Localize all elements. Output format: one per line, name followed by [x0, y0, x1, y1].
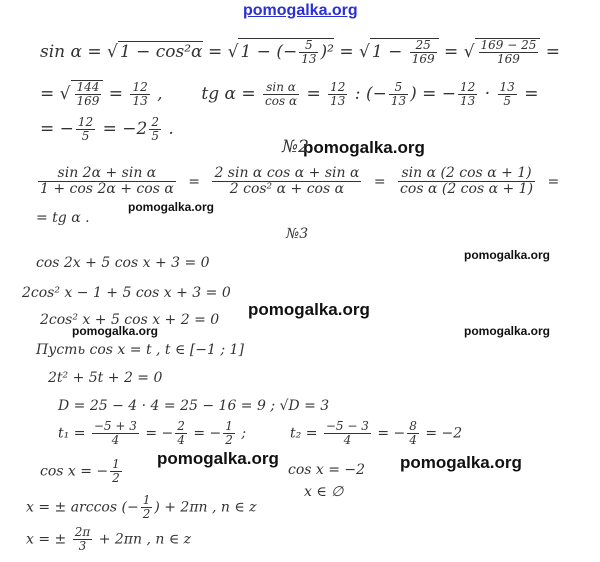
task3-cos2-solution: x ∈ ∅ — [304, 484, 344, 500]
watermark-label: pomogalka.org — [303, 138, 425, 157]
formula-text: = −2 — [420, 425, 463, 442]
fraction-numerator: 12 — [460, 80, 476, 94]
task3-x2 — [26, 526, 191, 553]
formula-text: 1 − — [371, 42, 408, 63]
watermark-label: pomogalka.org — [72, 324, 159, 338]
watermark-top-link[interactable]: pomogalka.org — [243, 2, 358, 19]
fraction-denominator: 2 — [112, 471, 120, 486]
fraction-denominator: 5 — [503, 94, 511, 109]
formula-text: = − — [188, 425, 222, 442]
fraction-denominator: cos α — [265, 94, 298, 109]
task3-line: D = 25 − 4 · 4 = 25 − 16 = 9 ; √D = 3 — [58, 398, 330, 414]
task3-t1 — [58, 420, 246, 447]
formula-text: = — [547, 173, 560, 190]
task3-cos2: cos x = −2 — [288, 462, 366, 478]
task1-line2: = √ $\frac{144}{169}$ = $\frac{12}{13}$ , tg α = $\frac{\text{sin α}}{\text{cos α}}$ = $\frac{12}{13}$ : (− $\frac{5}{13}$ ) = − $\frac{12}{13}$ · $\frac{13}{5}$ = — [40, 80, 539, 109]
formula-text: . — [162, 119, 174, 140]
fraction-numerator: −5 − 3 — [325, 419, 369, 433]
fraction-denominator: 5 — [151, 129, 159, 144]
formula-text: t₂ = — [290, 425, 322, 442]
formula-text: , — [151, 84, 163, 105]
formula-text: = −2 — [97, 119, 148, 140]
fraction-denominator: 13 — [330, 94, 346, 109]
fraction-numerator: 2 — [151, 115, 159, 129]
formula-text: = — [188, 173, 200, 190]
formula-text: = − — [372, 425, 406, 442]
fraction-denominator: 4 — [111, 433, 120, 448]
formula-text: tg α = — [201, 84, 262, 105]
fraction-denominator: 4 — [177, 433, 185, 448]
watermark-label: pomogalka.org — [128, 200, 215, 214]
watermark-label: pomogalka.org — [400, 453, 522, 472]
fraction-numerator: sin 2α + sin α — [38, 166, 176, 182]
fraction-numerator: 12 — [132, 80, 148, 94]
fraction-numerator: 8 — [409, 419, 417, 433]
task3-line: cos 2x + 5 cos x + 3 = 0 — [36, 255, 210, 271]
fraction-denominator: 4 — [343, 433, 352, 448]
formula-text: = — [40, 84, 60, 105]
fraction-numerator: −5 + 3 — [93, 419, 137, 433]
task2-line1 — [36, 166, 559, 198]
formula-text: t₁ = — [58, 425, 90, 442]
task3-label: №3 — [286, 226, 309, 242]
fraction-numerator: 2 — [177, 419, 185, 433]
task3-line: 2cos² x + 5 cos x + 2 = 0 — [40, 312, 220, 328]
watermark-label: pomogalka.org — [248, 300, 370, 319]
fraction-numerator: 2 sin α cos α + sin α — [214, 165, 360, 181]
formula-text: 1 − cos²α — [119, 42, 203, 63]
watermark-label: pomogalka.org — [464, 324, 551, 338]
formula-text: = — [518, 84, 539, 105]
formula-text: = — [373, 173, 386, 190]
watermark-label: pomogalka.org — [157, 449, 279, 468]
fraction-denominator: 13 — [390, 94, 407, 109]
task2-label: №2 — [282, 137, 309, 157]
formula-text: x = ± — [26, 531, 71, 548]
task3-cos1 — [40, 458, 124, 485]
formula-text: = — [540, 42, 561, 63]
fraction-numerator: 1 — [225, 419, 233, 433]
fraction-numerator: 169 − 25 — [480, 38, 537, 52]
fraction-numerator: 5 — [389, 81, 408, 95]
formula-text: ) = − — [410, 84, 457, 105]
task3-line: 2t² + 5t + 2 = 0 — [48, 370, 163, 386]
task1-line1: sin α = √ 1 − cos²α = √ 1 − (− $\frac{5}{13}$ )² = √ 1 − $\frac{25}{169}$ = √ $\frac{169 - 25}{169}$ = — [40, 38, 561, 67]
task3-x1 — [26, 494, 257, 521]
formula-text: = — [438, 42, 464, 63]
formula-text: 1 − (− — [240, 42, 298, 63]
formula-text: )² — [320, 42, 334, 63]
fraction-denominator: 169 — [411, 52, 435, 67]
fraction-numerator: 12 — [77, 115, 94, 129]
fraction-denominator: 13 — [132, 94, 148, 109]
formula-text: = − — [140, 425, 174, 442]
fraction-numerator: 2π — [74, 525, 91, 539]
fraction-denominator: 3 — [78, 539, 87, 554]
fraction-numerator: 5 — [299, 39, 318, 53]
fraction-numerator: 13 — [499, 80, 515, 94]
task3-line: 2cos² x − 1 + 5 cos x + 3 = 0 — [22, 285, 231, 301]
formula-text: : (− — [349, 84, 387, 105]
fraction-numerator: sin α — [263, 81, 299, 95]
fraction-denominator: 13 — [301, 52, 317, 67]
fraction-numerator: 25 — [410, 39, 437, 53]
formula-text: sin α = — [40, 42, 108, 63]
formula-text: ) + 2πn , n ∈ z — [154, 499, 257, 516]
task3-line: Пусть cos x = t , t ∈ [−1 ; 1] — [36, 342, 244, 358]
watermark-label: pomogalka.org — [464, 248, 551, 262]
formula-text: + 2πn , n ∈ z — [94, 531, 192, 548]
task1-line3 — [40, 116, 174, 143]
fraction-denominator: 4 — [409, 433, 417, 448]
formula-text: cos x = − — [40, 463, 109, 480]
fraction-denominator: 5 — [81, 129, 90, 144]
task2-result: = tg α . — [36, 210, 90, 226]
fraction-denominator: 2 — [142, 507, 151, 522]
fraction-denominator: 169 — [76, 94, 100, 109]
formula-text: = — [333, 42, 359, 63]
formula-text: · — [479, 84, 496, 105]
fraction-denominator: cos α (2 cos α + 1) — [400, 181, 534, 198]
formula-text: x = ± arccos (− — [26, 499, 139, 516]
formula-text: = — [103, 84, 129, 105]
fraction-denominator: 2 — [225, 433, 233, 448]
formula-text: = — [202, 42, 228, 63]
fraction-numerator: sin α (2 cos α + 1) — [398, 166, 535, 182]
formula-text: = − — [40, 119, 74, 140]
fraction-numerator: 144 — [76, 80, 100, 94]
fraction-numerator: 1 — [142, 493, 151, 507]
fraction-denominator: 2 cos² α + cos α — [229, 181, 345, 198]
formula-text: ; — [236, 425, 247, 442]
fraction-numerator: 12 — [330, 80, 346, 94]
fraction-numerator: 1 — [112, 457, 120, 471]
fraction-denominator: 1 + cos 2α + cos α — [40, 181, 174, 198]
task3-t2 — [290, 420, 462, 447]
fraction-denominator: 169 — [497, 52, 520, 67]
fraction-denominator: 13 — [460, 94, 476, 109]
formula-text: = — [301, 84, 327, 105]
